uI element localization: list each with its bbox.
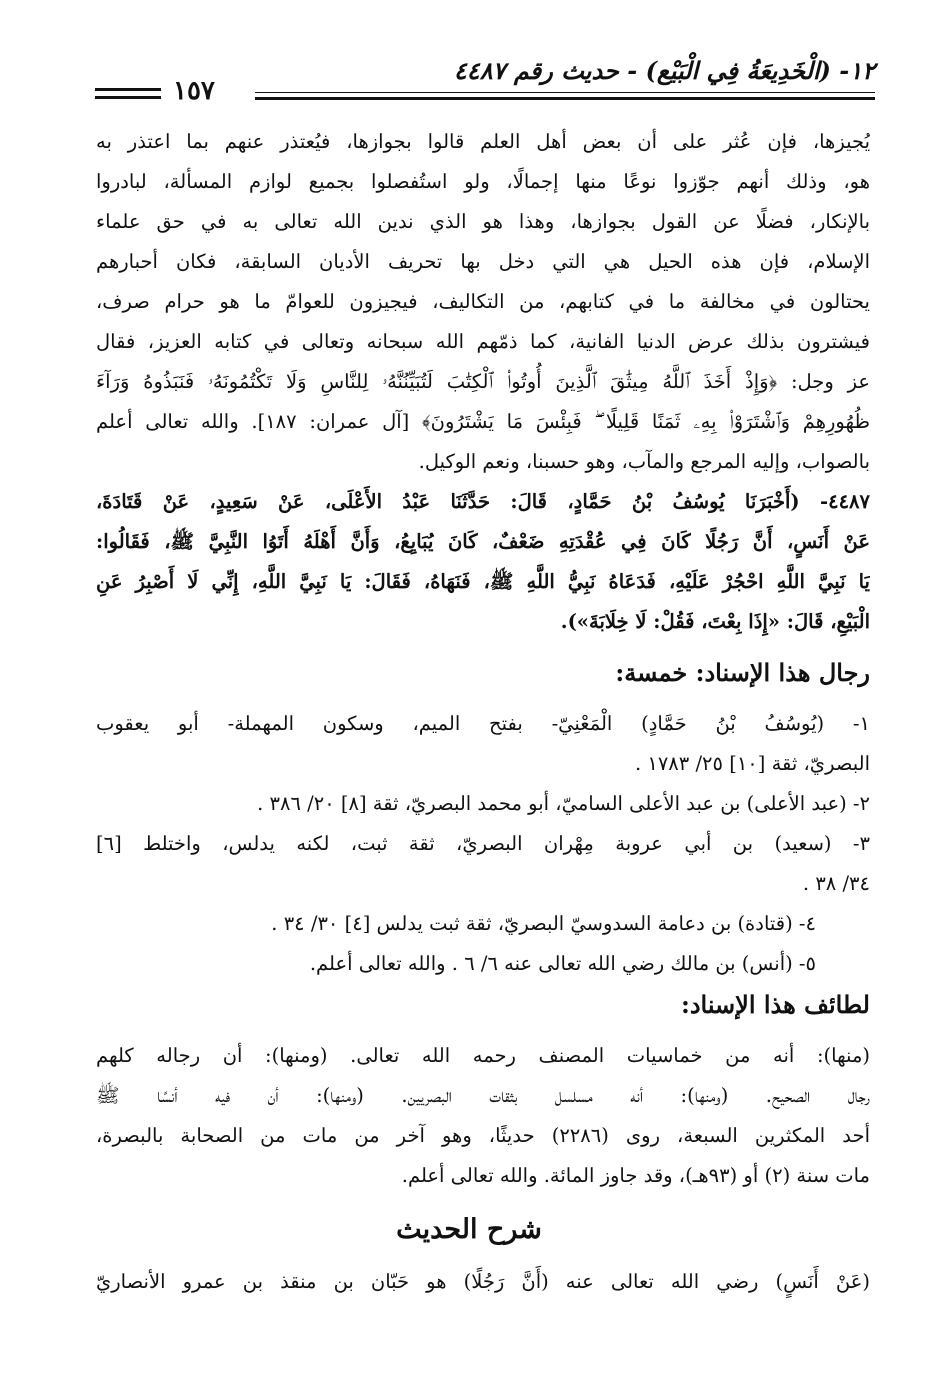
commentary-line: يُجيزها، فإن عُثر على أن بعض أهل العلم قالوا بجوازها، فيُعتذر عنهم بما اعتذر به <box>96 130 870 153</box>
page-header <box>95 52 875 104</box>
narrator-line: ١- (يُوسُفُ بْنُ حَمَّادٍ) الْمَعْنِيّ- بفتح الميم، وسكون المهملة- أبو يعقوب <box>96 712 870 735</box>
subtleties-line: مات سنة (٢) أو (٩٣هـ)، وقد جاوز المائة. والله تعالى أعلم. <box>401 1164 870 1187</box>
narrator-line: ٥- (أنس) بن مالك رضي الله تعالى عنه ٦/ ٦ . والله تعالى أعلم. <box>309 952 816 975</box>
page-number-rule <box>95 88 161 91</box>
hadith-line: ٤٤٨٧- (أَخْبَرَنَا يُوسُفُ بْنُ حَمَّادٍ، قَالَ: حَدَّثَنَا عَبْدُ الأَعْلَى، عَنْ سَعِيدٍ، عَنْ قَتَادَةَ، <box>96 490 870 513</box>
header-rule <box>255 92 875 93</box>
commentary-line: فيشترون بذلك عرض الدنيا الفانية، كما ذمّهم الله سبحانه وتعالى في كتابه العزيز، فقال <box>96 330 870 353</box>
running-title: ١٢- (الْخَدِيعَةُ فِي الْبَيْع) - حديث رقم ٤٤٨٧ <box>453 56 875 85</box>
narrators-heading: رجال هذا الإسناد: خمسة: <box>615 658 870 687</box>
commentary-line: بالصواب، وإليه المرجع والمآب، وهو حسبنا، ونعم الوكيل. <box>418 450 870 473</box>
header-rule-thick <box>255 97 875 100</box>
subtleties-heading: لطائف هذا الإسناد: <box>680 990 870 1019</box>
explanation-heading: شرح الحديث <box>396 1214 542 1245</box>
quran-verse-line: ظُهُورِهِمْ وَٱشْتَرَوْا۟ بِهِۦ ثَمَنًا قَلِيلًا ۖ فَبِئْسَ مَا يَشْتَرُونَ﴾ [آل عمران: ١٨٧]. والله تعالى أعلم <box>96 410 870 433</box>
hadith-line: يَا نَبِيَّ اللَّهِ احْجُرْ عَلَيْهِ، فَدَعَاهُ نَبِيُّ اللَّهِ ﷺ، فَنَهَاهُ، فَقَالَ: يَا نَبِيَّ اللَّهِ، إِنِّي لَا أَصْبِرُ عَنِ <box>96 570 870 593</box>
commentary-line: يحتالون في مخالفة ما في كتابهم، من التكاليف، فيجيزون للعوامّ ما هو حرام صرف، <box>96 290 870 313</box>
subtleties-line: أحد المكثرين السبعة، روى (٢٢٨٦) حديثًا، وهو آخر من مات من الصحابة بالبصرة، <box>96 1124 870 1147</box>
narrator-line: ٤- (قتادة) بن دعامة السدوسيّ البصريّ، ثقة ثبت يدلس [٤] ٣٠/ ٣٤ . <box>271 912 816 935</box>
commentary-line: هو، وذلك أنهم جوّزوا نوعًا منها إجمالًا، ولو استُفصلوا بجميع لوازم المسألة، لبادروا <box>96 170 870 193</box>
quran-verse-line: عز وجل: ﴿وَإِذْ أَخَذَ ٱللَّهُ مِيثَٰقَ ٱلَّذِينَ أُوتُوا۟ ٱلْكِتَٰبَ لَتُبَيِّنُنَّهُۥ لِلنَّاسِ وَلَا تَكْتُمُونَهُۥ فَنَبَذُوهُ وَرَآءَ <box>96 370 870 393</box>
commentary-line: بالإنكار، فضلًا عن القول بجوازها، وهذا هو الذي ندين الله تعالى به في حق علماء <box>96 210 870 233</box>
page-number: ١٥٧ <box>173 76 215 106</box>
hadith-line: الْبَيْعِ، قَالَ: «إِذَا بِعْتَ، فَقُلْ: لَا خِلَابَةَ»). <box>560 610 870 633</box>
narrator-line: ٣٤/ ٣٨ . <box>802 872 870 895</box>
narrator-line: ٣- (سعيد) بن أبي عروبة مِهْران البصريّ، ثقة ثبت، لكنه يدلس، واختلط [٦] <box>96 832 870 855</box>
subtleties-line: (منها): أنه من خماسيات المصنف رحمه الله تعالى. (ومنها): أن رجاله كلهم <box>96 1044 870 1067</box>
explanation-line: (عَنْ أَنَسٍ) رضي الله تعالى عنه (أَنَّ رَجُلًا) هو حَبّان بن منقذ بن عمرو الأنصاريّ <box>96 1270 870 1293</box>
hadith-line: عَنْ أَنَسٍ، أَنَّ رَجُلًا كَانَ فِي عُقْدَتِهِ ضَعْفٌ، كَانَ يُبَايِعُ، وَأَنَّ أَهْلَهُ أَتَوُا النَّبِيَّ ﷺ، فَقَالُوا: <box>96 530 870 553</box>
page-number-rule-lower <box>95 96 161 99</box>
narrator-line: البصريّ، ثقة [١٠] ٢٥/ ١٧٨٣ . <box>634 752 870 775</box>
subtleties-line: رجال الصحيح. (ومنها): أنه مسلسل بثقات البصريين. (ومنها): أن فيه أنسًا ﷺ <box>96 1084 870 1107</box>
narrator-line: ٢- (عبد الأعلى) بن عبد الأعلى الساميّ، أبو محمد البصريّ، ثقة [٨] ٢٠/ ٣٨٦ . <box>257 792 870 815</box>
commentary-line: الإسلام، فإن هذه الحيل هي التي دخل بها تحريف الأديان السابقة، فكان أحبارهم <box>96 250 870 273</box>
